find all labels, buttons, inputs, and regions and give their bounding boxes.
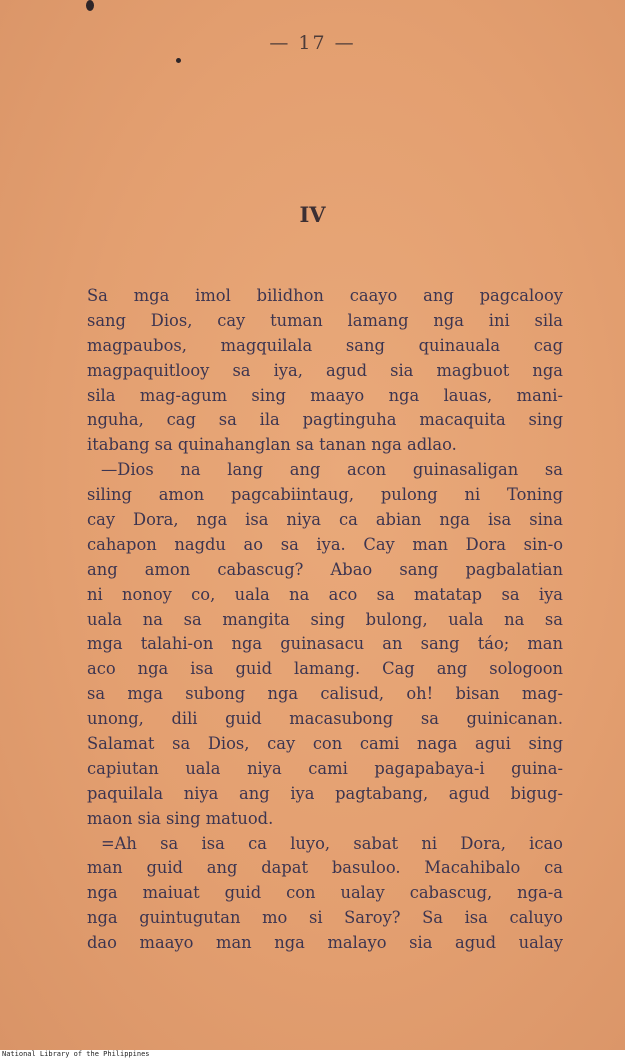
text-line: sang Dios, cay tuman lamang nga ini sila [87, 310, 563, 330]
text-line: nga maiuat guid con ualay cabascug, nga-a [87, 883, 563, 903]
text-line: ni nonoy co, uala na aco sa matatap sa iya [87, 584, 563, 604]
text-line: siling amon pagcabiintaug, pulong ni Toning [87, 485, 563, 505]
text-line: itabang sa quinahanglan sa tanan nga adlao. [87, 435, 457, 455]
text-line: Salamat sa Dios, cay con cami naga agui sing [87, 734, 563, 754]
text-line: nguha, cag sa ila pagtinguha macaquita sing [87, 410, 563, 430]
text-line: =Ah sa isa ca luyo, sabat ni Dora, icao [101, 833, 563, 853]
footer-credit: National Library of the Philippines [2, 1050, 150, 1058]
text-line: unong, dili guid macasubong sa guinicanan. [87, 709, 563, 729]
text-line: paquilala niya ang iya pagtabang, agud bigug- [87, 783, 563, 803]
text-line: magpaquitlooy sa iya, agud sia magbuot nga [87, 360, 563, 380]
text-line: uala na sa mangita sing bulong, uala na sa [87, 609, 563, 629]
text-line: dao maayo man nga malayo sia agud ualay [87, 933, 563, 953]
text-line: capiutan uala niya cami pagapabaya-i guina- [87, 758, 563, 778]
text-line: mga talahi-on nga guinasacu an sang táo; man [87, 634, 563, 654]
text-line: sila mag-agum sing maayo nga lauas, mani- [87, 385, 563, 405]
ink-dot [176, 58, 181, 63]
ink-blot [86, 0, 94, 11]
text-line: maon sia sing matuod. [87, 808, 274, 828]
chapter-heading: IV [299, 202, 326, 227]
text-line: magpaubos, magquilala sang quinauala cag [87, 335, 563, 355]
text-line: nga guintugutan mo si Saroy? Sa isa caluyo [87, 908, 563, 928]
body-text [87, 284, 563, 956]
text-line: aco nga isa guid lamang. Cag ang sologoon [87, 659, 563, 679]
text-line: Sa mga imol bilidhon caayo ang pagcalooy [87, 286, 563, 305]
text-line: man guid ang dapat basuloo. Macahibalo ca [87, 858, 563, 878]
text-line: ang amon cabascug? Abao sang pagbalatian [87, 559, 563, 579]
text-line: cahapon nagdu ao sa iya. Cay man Dora sin-o [87, 534, 563, 554]
text-line: —Dios na lang ang acon guinasaligan sa [101, 460, 563, 480]
page-number: — 17 — [269, 32, 356, 54]
text-line: cay Dora, nga isa niya ca abian nga isa sina [87, 510, 563, 530]
text-line: sa mga subong nga calisud, oh! bisan mag- [87, 684, 563, 704]
